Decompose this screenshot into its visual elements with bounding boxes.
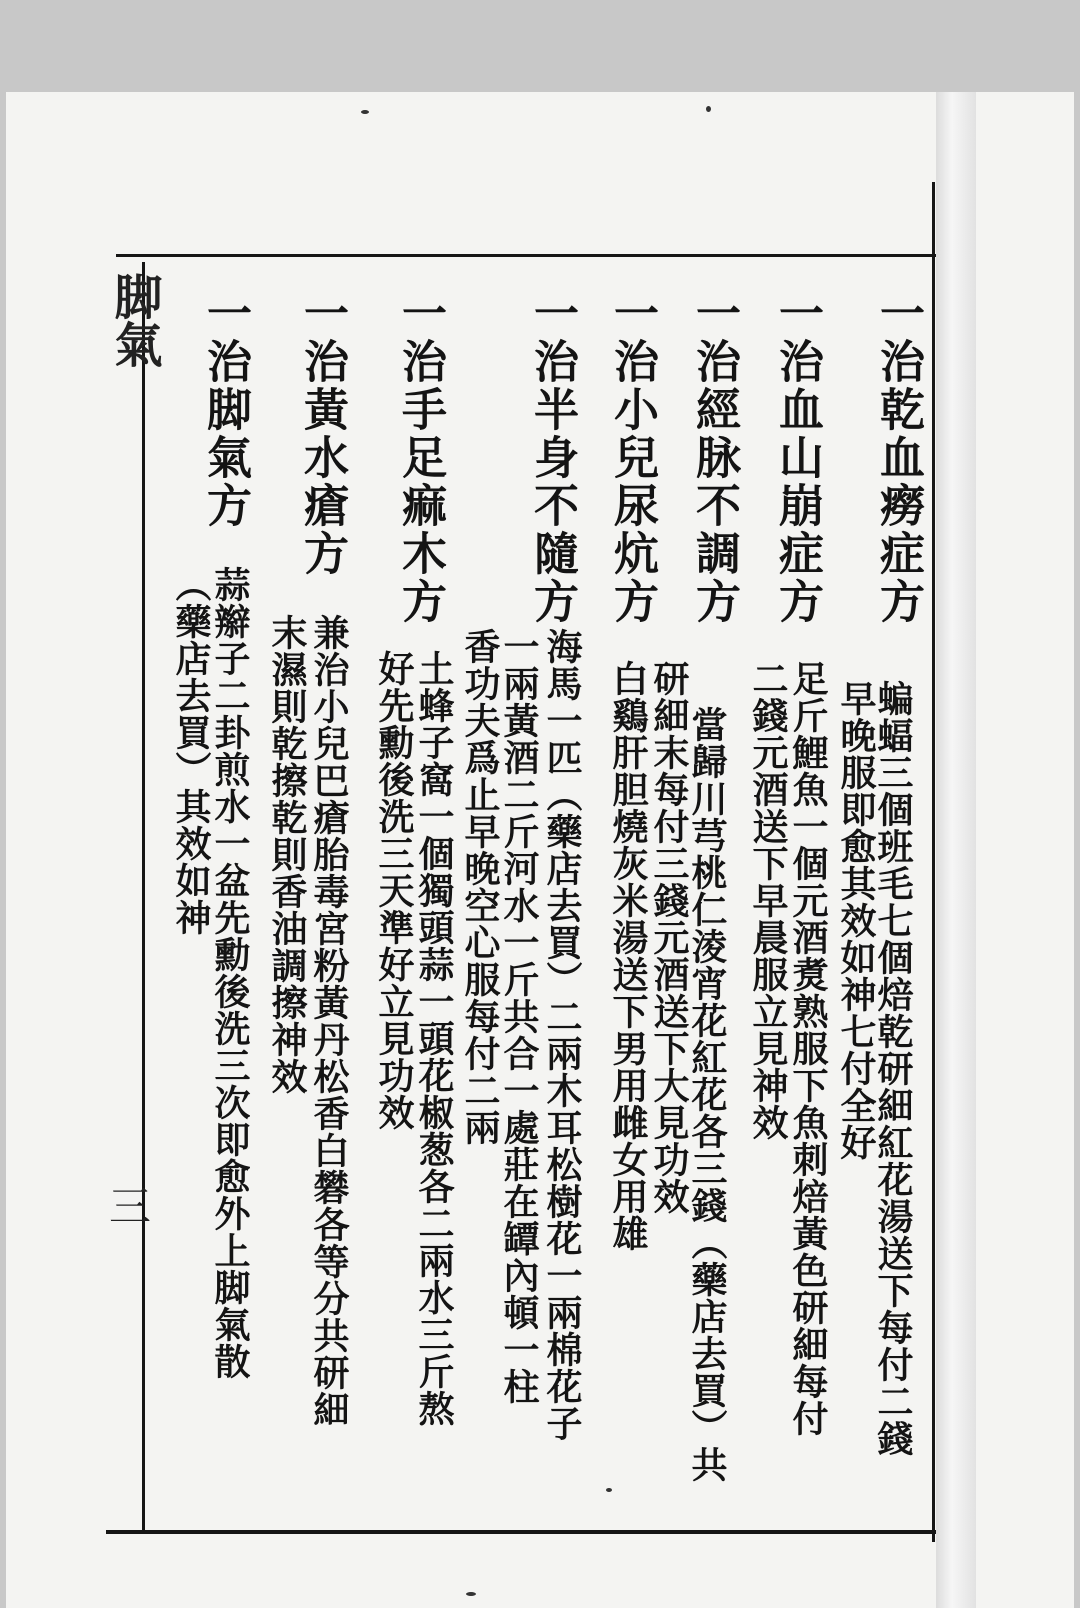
section-body-line: （藥店去買）其效如神 — [170, 566, 212, 936]
ink-smudge — [466, 1592, 476, 1596]
section-title: 一治手足痲木方 — [394, 290, 447, 626]
section-body-line: 末濕則乾擦乾則香油調擦神效 — [266, 614, 308, 1095]
section-body-line: 海馬一匹（藥店去買）二兩木耳松樹花一兩棉花子 — [541, 628, 583, 1442]
section-title: 一治血山崩症方 — [771, 290, 824, 626]
section-body-line: 白鷄肝胆燒灰米湯送下男用雌女用雄 — [607, 660, 649, 1252]
top-border-rule — [116, 254, 936, 257]
page-edge — [936, 92, 976, 1608]
section-title: 一治經脉不調方 — [688, 290, 741, 626]
section-body-line: 一兩黃酒二斤河水一斤共合一處莊在罈內頓一柱 — [498, 628, 540, 1405]
section-body-line: 土蜂子窩一個獨頭蒜一頭花椒葱各二兩水三斤熬 — [413, 650, 455, 1427]
section-body-line: 香功夫爲止早晚空心服每付二兩 — [459, 628, 501, 1146]
section-body-line: 當歸川芎桃仁淩宵花紅花各三錢（藥店去買）共 — [686, 706, 728, 1483]
ink-smudge — [361, 110, 369, 114]
section-body-line: 研細末每付三錢元酒送下大見功效 — [648, 660, 690, 1215]
page-number: 三 — [103, 1184, 152, 1226]
section-body-line: 兼治小兒巴瘡胎毒宮粉黃丹松香白礬各等分共研細 — [308, 614, 350, 1428]
section-body-line: 蝙蝠三個班毛七個焙乾研細紅花湯送下每付二錢 — [872, 680, 914, 1457]
section-title: 一治半身不隨方 — [526, 290, 579, 626]
section-body-line: 好先勳後洗三天準好立見功效 — [373, 650, 415, 1131]
section-title: 一治小兒尿炕方 — [606, 290, 659, 626]
right-border-rule — [932, 182, 935, 1542]
left-border-rule — [142, 262, 145, 1530]
section-title: 一治脚氣方 — [199, 290, 252, 530]
section-title: 一治黃水瘡方 — [296, 290, 349, 578]
ink-smudge — [606, 1488, 612, 1492]
page-sheet — [6, 92, 1074, 1608]
ink-smudge — [706, 106, 711, 112]
bottom-border-rule — [106, 1530, 936, 1534]
section-body-line: 二錢元酒送下早晨服立見神效 — [747, 660, 789, 1141]
section-title: 一治乾血癆症方 — [872, 290, 925, 626]
section-body-line: 早晚服即愈其效如神七付全好 — [835, 680, 877, 1161]
section-body-line: 蒜辮子二卦煎水一盆先勳後洗三次即愈外上脚氣散 — [209, 566, 251, 1380]
book-title-margin: 脚氣 — [106, 272, 162, 368]
section-body-line: 足斤鯉魚一個元酒煑熟服下魚刺焙黃色研細每付 — [787, 660, 829, 1437]
